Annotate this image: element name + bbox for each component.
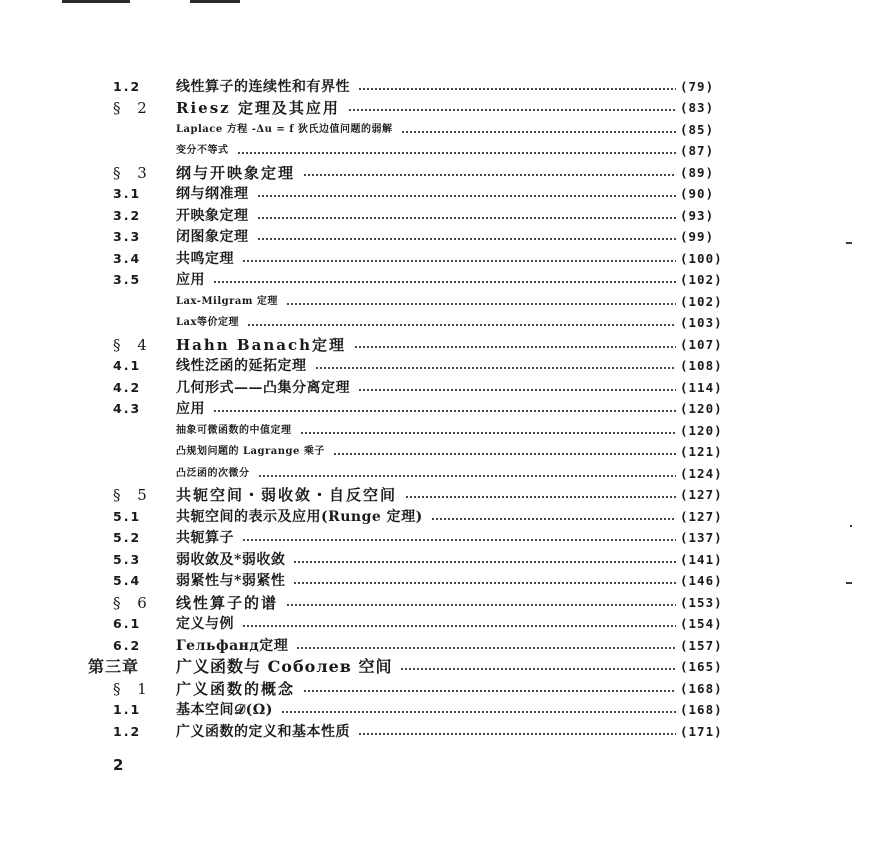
dot-leader [358, 77, 676, 97]
toc-entry [0, 334, 870, 356]
toc-entry-title: 弱收敛及*弱收敛 [176, 551, 286, 568]
dot-leader [431, 507, 676, 527]
dot-leader [400, 657, 676, 677]
toc-entry-title: 开映象定理 [176, 207, 249, 224]
toc-entry-title: 基本空间𝒟(Ω) [176, 702, 273, 719]
toc-entry-title: 共轭空间的表示及应用(Runge 定理) [176, 508, 423, 525]
toc-entry-title: Hahn Banach定理 [176, 335, 346, 354]
toc-entry-title: 共轭空间・弱收敛・自反空间 [176, 486, 398, 505]
toc-entry-page: (171) [680, 723, 723, 739]
toc-entry-number: 3.3 [113, 229, 142, 245]
toc-entry-title: 共鸣定理 [176, 250, 234, 267]
toc-entry-number: 1.2 [113, 723, 142, 739]
toc-entry [0, 528, 870, 550]
toc-entry-page: (93) [680, 207, 715, 223]
toc-entry [0, 442, 870, 464]
toc-entry-page: (114) [680, 379, 723, 395]
toc-entry-number: 3.5 [113, 272, 142, 288]
dot-leader [242, 528, 676, 548]
toc-entry [0, 657, 870, 679]
toc-entry-title: Гельфанд定理 [176, 637, 289, 654]
dot-leader [358, 378, 676, 398]
toc-entry-page: (137) [680, 530, 723, 546]
toc-entry-number: 3.1 [113, 186, 142, 202]
toc-entry [0, 119, 870, 141]
toc-entry-number: 3.4 [113, 250, 142, 266]
toc-entry-page: (153) [680, 594, 723, 610]
toc-entry-number: 4.3 [113, 401, 142, 417]
dot-leader [315, 356, 676, 376]
toc-entry-number: § 4 [113, 335, 153, 354]
toc-entry-title: Riesz 定理及其应用 [176, 99, 340, 118]
toc-entry-page: (141) [680, 551, 723, 567]
page-number-folio: 2 [113, 756, 124, 774]
toc-entry-page: (168) [680, 702, 723, 718]
dot-leader [242, 249, 676, 269]
toc-entry-title: 纲与纲准理 [176, 186, 249, 203]
toc-entry-number: 6.1 [113, 616, 142, 632]
dot-leader [258, 464, 676, 484]
dot-leader [213, 270, 676, 290]
toc-entry-page: (90) [680, 186, 715, 202]
toc-entry [0, 205, 870, 227]
toc-entry [0, 721, 870, 743]
toc-entry [0, 162, 870, 184]
toc-entry [0, 291, 870, 313]
toc-entry-number: 1.1 [113, 702, 142, 718]
dot-leader [303, 163, 676, 183]
toc-entry [0, 420, 870, 442]
toc-entry-page: (107) [680, 336, 723, 352]
top-scan-mark [62, 0, 130, 3]
toc-entry-page: (103) [680, 315, 723, 331]
toc-entry-number: 5.2 [113, 530, 142, 546]
toc-entry [0, 592, 870, 614]
toc-entry [0, 141, 870, 163]
toc-entry-page: (124) [680, 465, 723, 481]
toc-entry-title: 凸泛函的次微分 [176, 467, 250, 479]
toc-entry-title: 应用 [176, 272, 205, 289]
dot-leader [237, 141, 676, 161]
toc-entry [0, 248, 870, 270]
toc-entry-number: § 2 [113, 99, 153, 118]
toc-entry-page: (85) [680, 121, 715, 137]
dot-leader [247, 313, 676, 333]
toc-entry [0, 313, 870, 335]
scan-speck [846, 242, 852, 244]
toc-entry-number: 4.2 [113, 379, 142, 395]
toc-entry-title: 凸规划问题的 Lagrange 乘子 [176, 446, 325, 458]
dot-leader [296, 636, 676, 656]
toc-entry [0, 700, 870, 722]
toc-entry-title: 线性算子的连续性和有界性 [176, 78, 350, 95]
toc-entry [0, 356, 870, 378]
toc-entry-page: (168) [680, 680, 723, 696]
scan-speck [846, 582, 852, 584]
toc-entry-number: § 5 [113, 486, 153, 505]
dot-leader [358, 722, 676, 742]
toc-entry-number: 5.1 [113, 508, 142, 524]
toc-entry-number: § 6 [113, 593, 153, 612]
toc-entry [0, 184, 870, 206]
toc-entry-page: (127) [680, 508, 723, 524]
toc-entry-page: (89) [680, 164, 715, 180]
dot-leader [405, 485, 676, 505]
toc-entry-page: (165) [680, 659, 723, 675]
dot-leader [293, 571, 676, 591]
toc-entry-title: 变分不等式 [176, 145, 229, 157]
toc-entry-number: § 3 [113, 163, 153, 182]
dot-leader [281, 700, 676, 720]
dot-leader [242, 614, 676, 634]
top-scan-mark [190, 0, 240, 3]
toc-entry-number: 1.2 [113, 78, 142, 94]
toc-entry-page: (157) [680, 637, 723, 653]
toc-entry-title: Lax-Milgram 定理 [176, 295, 278, 307]
dot-leader [300, 421, 676, 441]
toc-entry [0, 463, 870, 485]
toc-entry-title: 纲与开映象定理 [176, 163, 296, 182]
dot-leader [293, 550, 676, 570]
dot-leader [286, 593, 676, 613]
toc-entry-title: 几何形式——凸集分离定理 [176, 379, 350, 396]
dot-leader [303, 679, 676, 699]
toc-entry-title: 共轭算子 [176, 530, 234, 547]
toc-entry-title: 线性算子的谱 [176, 593, 279, 612]
toc-entry-page: (154) [680, 616, 723, 632]
toc-entry [0, 227, 870, 249]
toc-entry-title: 弱紧性与*弱紧性 [176, 573, 286, 590]
dot-leader [333, 442, 676, 462]
toc-entry-number: § 1 [113, 679, 153, 698]
toc-entry [0, 270, 870, 292]
dot-leader [213, 399, 676, 419]
toc-entry [0, 485, 870, 507]
toc-entry-page: (120) [680, 401, 723, 417]
toc-entry-number: 4.1 [113, 358, 142, 374]
toc-entry-title: 线性泛函的延拓定理 [176, 358, 307, 375]
toc-entry [0, 377, 870, 399]
toc-entry-page: (83) [680, 100, 715, 116]
toc-entry-title: 应用 [176, 401, 205, 418]
toc-entry-title: 广义函数与 Соболев 空间 [176, 657, 393, 677]
toc-entry-number: 5.3 [113, 551, 142, 567]
toc-entry-number: 3.2 [113, 207, 142, 223]
toc-entry [0, 76, 870, 98]
dot-leader [257, 184, 676, 204]
toc-entry-number: 6.2 [113, 637, 142, 653]
toc-entry-page: (121) [680, 444, 723, 460]
toc-entry-page: (108) [680, 358, 723, 374]
toc-entry-number: 5.4 [113, 573, 142, 589]
toc-entry-page: (79) [680, 78, 715, 94]
dot-leader [286, 292, 676, 312]
toc-entry [0, 635, 870, 657]
toc-entry-page: (100) [680, 250, 723, 266]
toc-entry-number: 第三章 [88, 657, 140, 677]
toc-entry-title: 闭图象定理 [176, 229, 249, 246]
toc-entry-page: (120) [680, 422, 723, 438]
table-of-contents [0, 76, 870, 743]
toc-entry [0, 678, 870, 700]
toc-entry [0, 614, 870, 636]
toc-entry-title: Lax等价定理 [176, 317, 239, 329]
toc-entry-title: 抽象可微函数的中值定理 [176, 424, 292, 436]
toc-entry-title: 广义函数的定义和基本性质 [176, 723, 350, 740]
dot-leader [401, 120, 676, 140]
toc-entry-page: (102) [680, 272, 723, 288]
scan-speck [850, 525, 852, 527]
toc-entry-title: Laplace 方程 -Δu = f 狄氏边值问题的弱解 [176, 123, 393, 135]
toc-entry-page: (127) [680, 487, 723, 503]
toc-entry-page: (99) [680, 229, 715, 245]
toc-entry [0, 506, 870, 528]
toc-entry-page: (87) [680, 143, 715, 159]
toc-entry [0, 399, 870, 421]
dot-leader [348, 98, 676, 118]
dot-leader [354, 335, 676, 355]
toc-entry-page: (146) [680, 573, 723, 589]
toc-entry [0, 571, 870, 593]
toc-entry-title: 定义与例 [176, 616, 234, 633]
toc-entry [0, 549, 870, 571]
toc-entry [0, 98, 870, 120]
toc-entry-page: (102) [680, 293, 723, 309]
dot-leader [257, 206, 676, 226]
toc-entry-title: 广义函数的概念 [176, 679, 296, 698]
dot-leader [257, 227, 676, 247]
